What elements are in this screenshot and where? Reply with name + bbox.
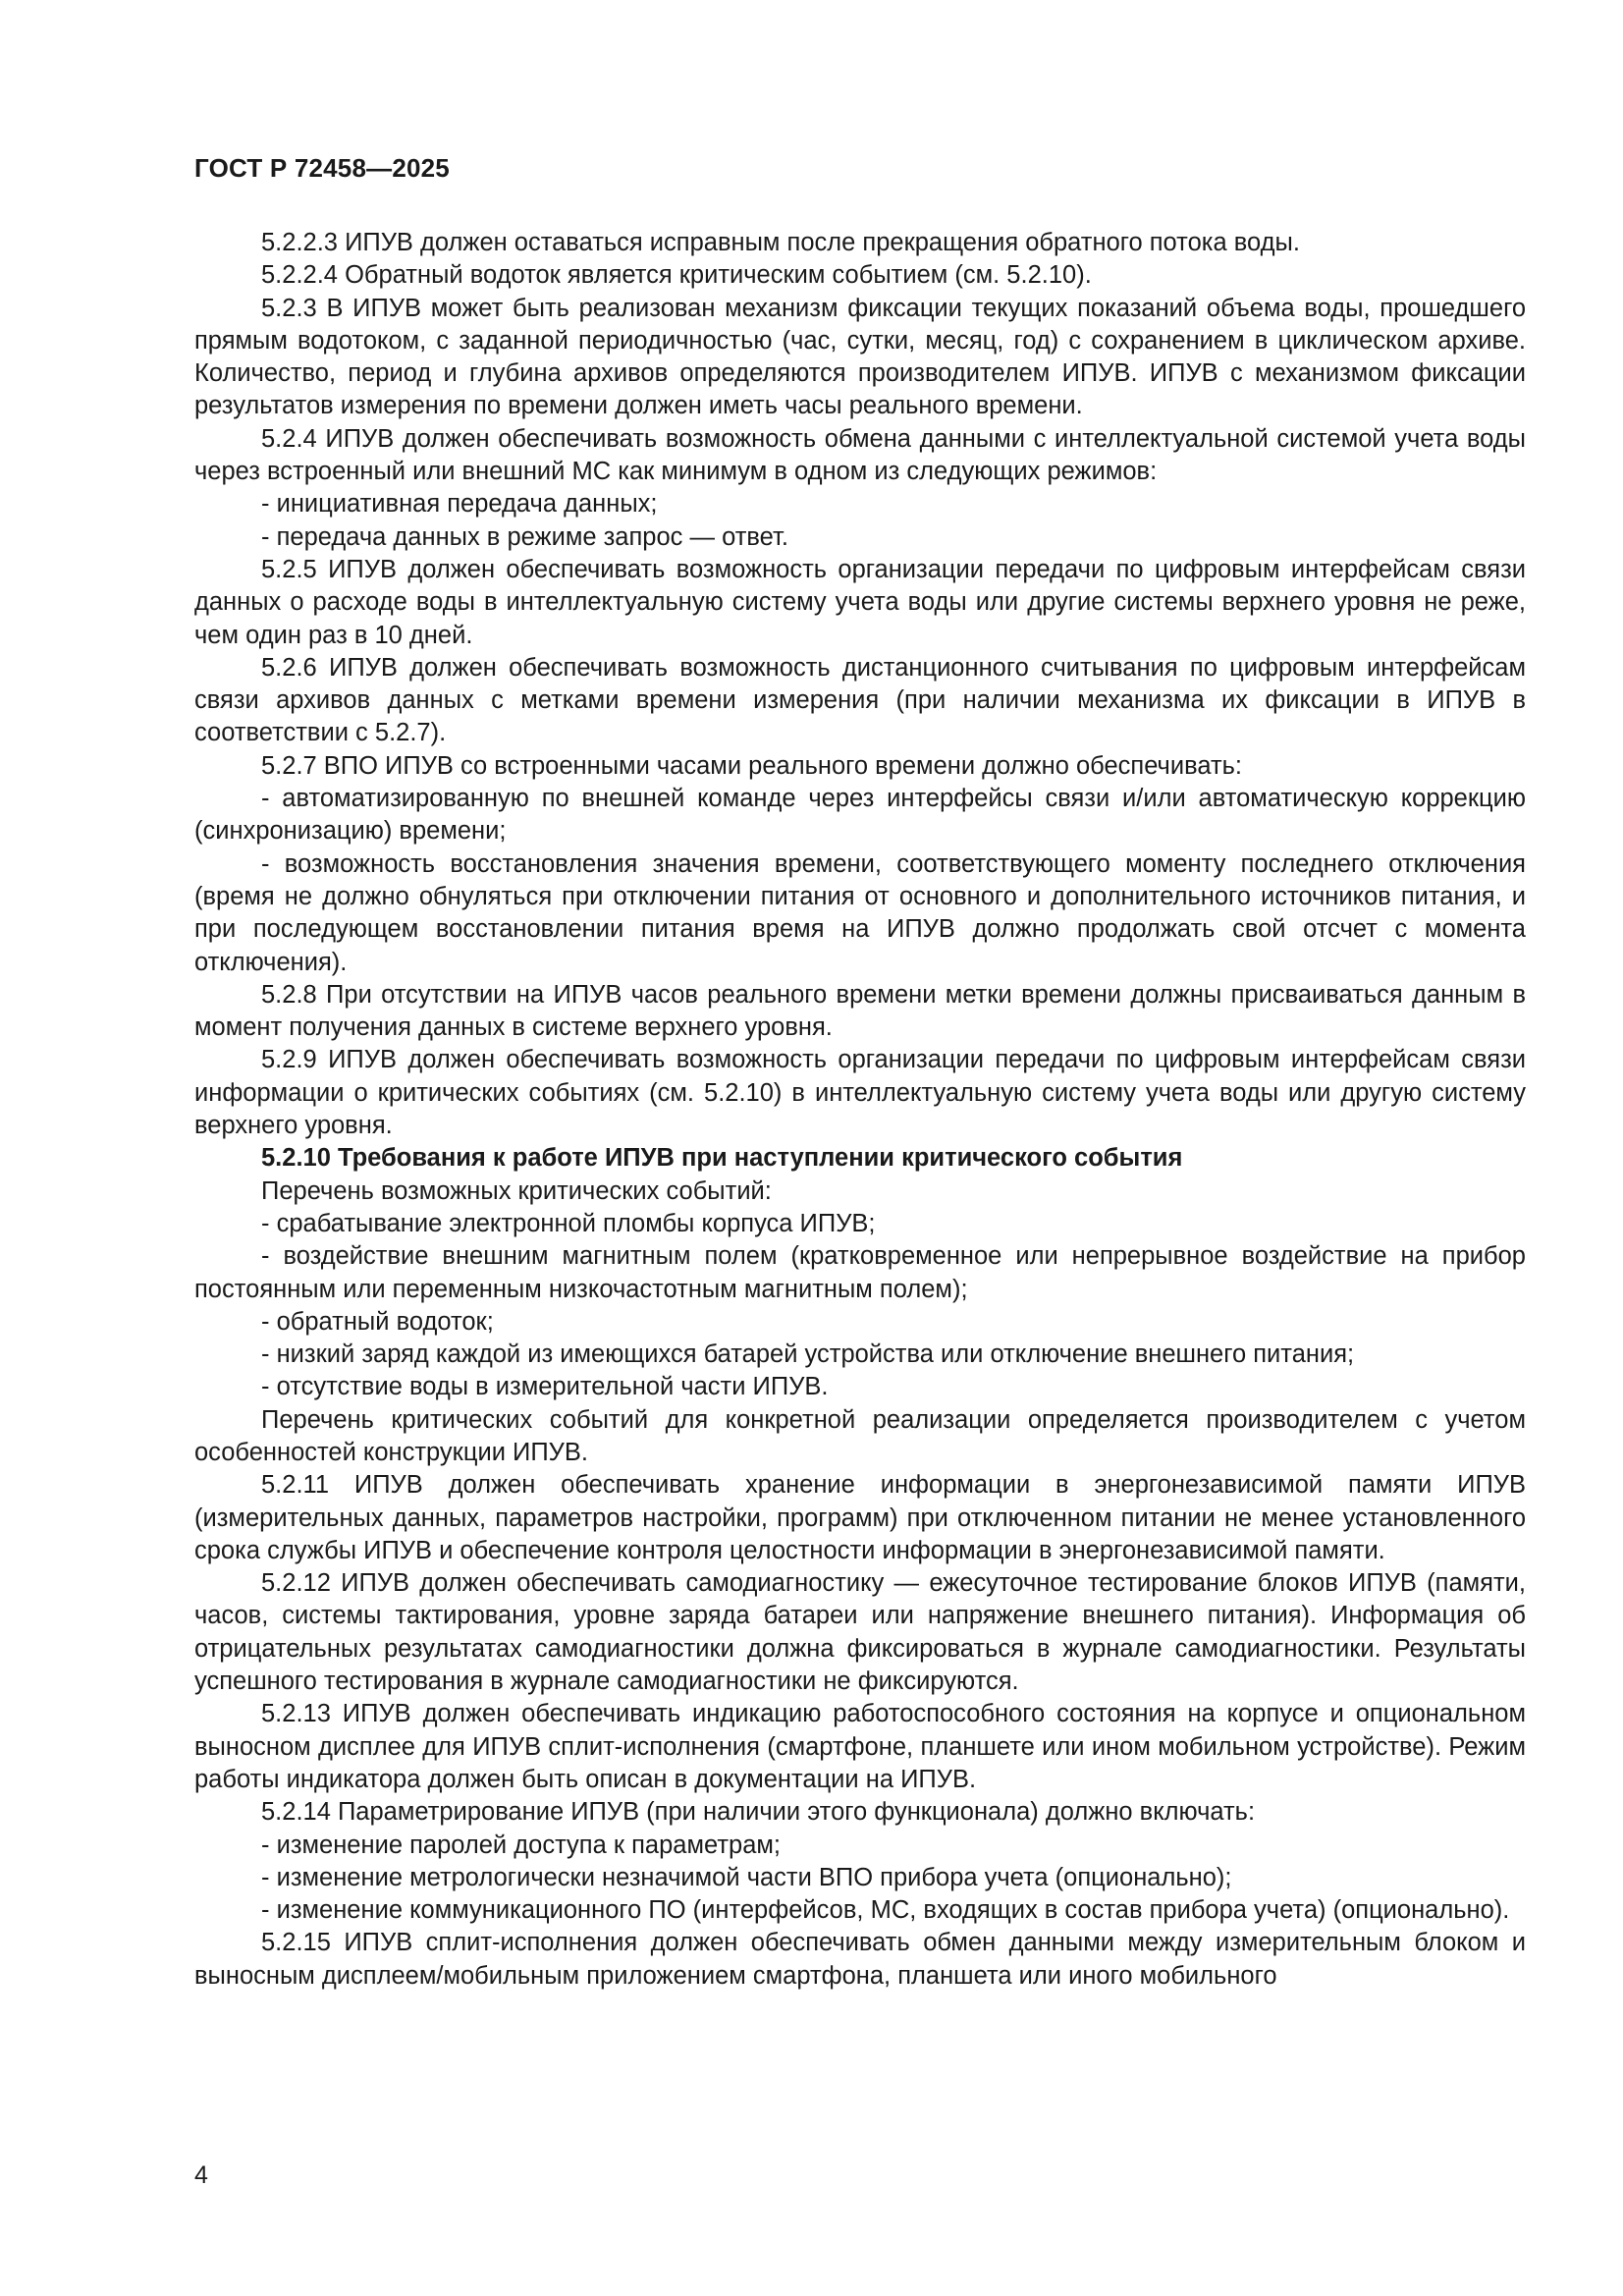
paragraph: 5.2.2.3 ИПУВ должен оставаться исправным после прекращения обратного потока воды. bbox=[261, 229, 1300, 256]
paragraph: Перечень возможных критических событий: bbox=[261, 1176, 772, 1205]
list-item: - инициативная передача данных; bbox=[261, 490, 658, 519]
list-item: - автоматизированную по внешней команде через интерфейсы связи и/или автоматическую коррекцию (синхронизацию) времени; bbox=[194, 785, 1526, 846]
paragraph: 5.2.13 ИПУВ должен обеспечивать индикацию работоспособного состояния на корпусе и опциональном выносном дисплее для ИПУВ сплит-исполнения (смартфоне, планшете или ином мобильном устройстве). Режим работы индикатора должен быть описан в документации на ИПУВ. bbox=[194, 1700, 1526, 1793]
list-item: - отсутствие воды в измерительной части ИПУВ. bbox=[261, 1373, 829, 1401]
paragraph: 5.2.12 ИПУВ должен обеспечивать самодиагностику — ежесуточное тестирование блоков ИПУВ (памяти, часов, системы тактирования, уровне заряда батареи или напряжение внешнего питания). Информация об отрицательных результатах самодиагностики должна фиксироваться в журнале самодиагностики. Результаты успешного тестирования в журнале самодиагностики не фиксируются. bbox=[194, 1569, 1526, 1696]
paragraph: 5.2.10 Требования к работе ИПУВ при наступлении критического события bbox=[261, 1144, 1183, 1173]
list-item: - возможность восстановления значения времени, соответствующего моменту последнего отключения (время не должно обнуляться при отключении питания от основного и дополнительного источников питания, и при последующем восстановлении питания время на ИПУВ должно продолжать свой отсчет с момента отключения). bbox=[194, 849, 1526, 976]
document-header: ГОСТ Р 72458—2025 bbox=[194, 153, 450, 183]
paragraph: 5.2.15 ИПУВ сплит-исполнения должен обеспечивать обмен данными между измерительным блоком и выносным дисплеем/мобильным приложением смартфона, планшета или иного мобильного bbox=[194, 1929, 1526, 1990]
paragraph: 5.2.9 ИПУВ должен обеспечивать возможность организации передачи по цифровым интерфейсам связи информации о критических событиях (см. 5.2.10) в интеллектуальную систему учета воды или другую систему верхнего уровня. bbox=[194, 1046, 1526, 1140]
list-item: - воздействие внешним магнитным полем (кратковременное или непрерывное воздействие на прибор постоянным или переменным низкочастотным магнитным полем); bbox=[194, 1242, 1526, 1303]
paragraph: 5.2.7 ВПО ИПУВ со встроенными часами реального времени должно обеспечивать: bbox=[261, 751, 1242, 780]
paragraph: 5.2.4 ИПУВ должен обеспечивать возможность обмена данными с интеллектуальной системой учета воды через встроенный или внешний МС как минимум в одном из следующих режимов: bbox=[194, 424, 1526, 486]
paragraph: Перечень критических событий для конкретной реализации определяется производителем с учетом особенностей конструкции ИПУВ. bbox=[194, 1405, 1526, 1466]
list-item: - передача данных в режиме запрос — ответ. bbox=[261, 522, 788, 551]
list-item: - изменение паролей доступа к параметрам; bbox=[261, 1831, 781, 1859]
paragraph: 5.2.5 ИПУВ должен обеспечивать возможность организации передачи по цифровым интерфейсам связи данных о расходе воды в интеллектуальную систему учета воды или другие системы верхнего уровня не реже, чем один раз в 10 дней. bbox=[194, 555, 1526, 649]
page-number: 4 bbox=[194, 2161, 208, 2189]
list-item: - обратный водоток; bbox=[261, 1307, 494, 1336]
list-item: - срабатывание электронной пломбы корпуса ИПУВ; bbox=[261, 1209, 876, 1237]
paragraph: 5.2.14 Параметрирование ИПУВ (при наличии этого функционала) должно включать: bbox=[261, 1798, 1256, 1827]
document-body bbox=[194, 227, 1526, 1993]
paragraph: 5.2.2.4 Обратный водоток является критическим событием (см. 5.2.10). bbox=[261, 261, 1092, 290]
list-item: - низкий заряд каждой из имеющихся батарей устройства или отключение внешнего питания; bbox=[261, 1340, 1355, 1369]
list-item: - изменение коммуникационного ПО (интерфейсов, МС, входящих в состав прибора учета) (опционально). bbox=[261, 1896, 1510, 1925]
list-item: - изменение метрологически незначимой части ВПО прибора учета (опционально); bbox=[261, 1863, 1232, 1891]
paragraph: 5.2.3 В ИПУВ может быть реализован механизм фиксации текущих показаний объема воды, прошедшего прямым водотоком, с заданной периодичностью (час, сутки, месяц, год) с сохранением в циклическом архиве. Количество, период и глубина архивов определяются производителем ИПУВ. ИПУВ с механизмом фиксации результатов измерения по времени должен иметь часы реального времени. bbox=[194, 294, 1526, 420]
paragraph: 5.2.11 ИПУВ должен обеспечивать хранение информации в энергонезависимой памяти ИПУВ (измерительных данных, параметров настройки, программ) при отключенном питании не менее установленного срока службы ИПУВ и обеспечение контроля целостности информации в энергонезависимой памяти. bbox=[194, 1471, 1526, 1564]
paragraph: 5.2.6 ИПУВ должен обеспечивать возможность дистанционного считывания по цифровым интерфейсам связи архивов данных с метками времени измерения (при наличии механизма их фиксации в ИПУВ в соответствии с 5.2.7). bbox=[194, 653, 1526, 747]
paragraph: 5.2.8 При отсутствии на ИПУВ часов реального времени метки времени должны присваиваться данным в момент получения данных в системе верхнего уровня. bbox=[194, 980, 1526, 1042]
